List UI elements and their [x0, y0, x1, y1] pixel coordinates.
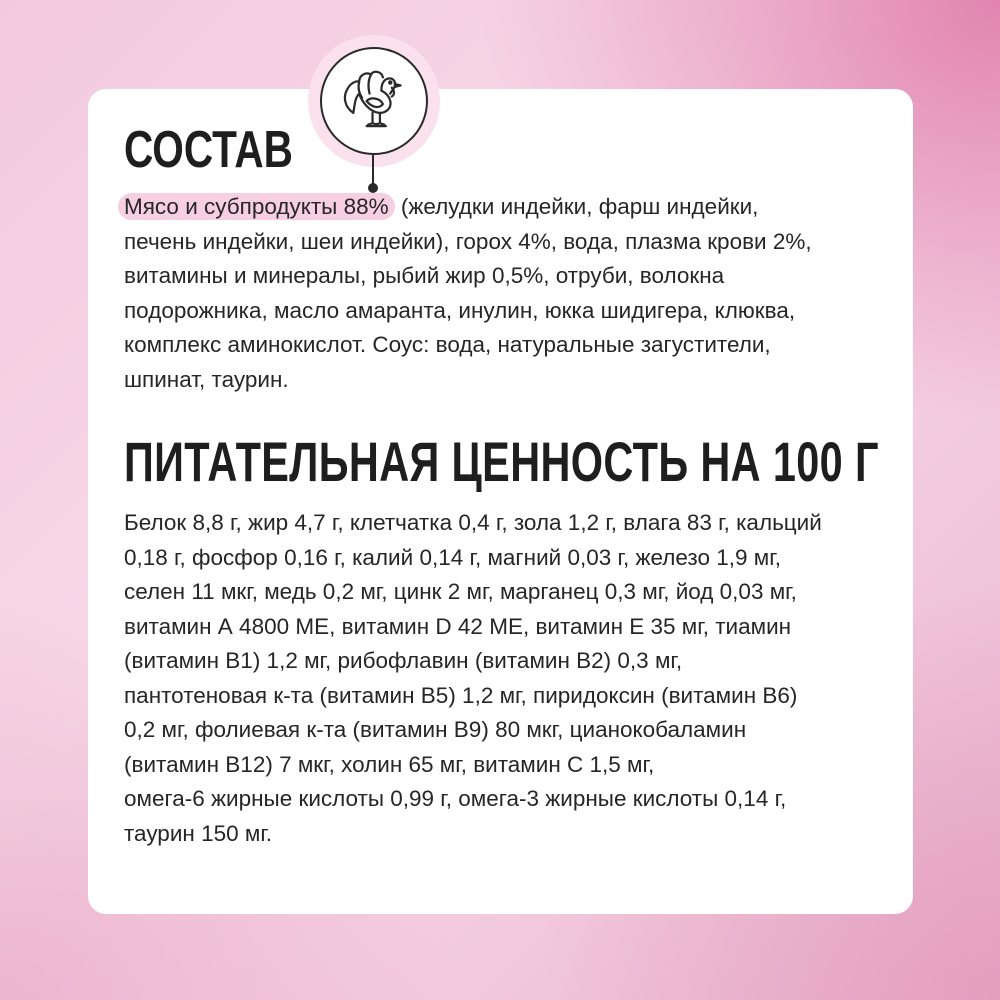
nutrition-heading: ПИТАТЕЛЬНАЯ ЦЕННОСТЬ НА 100 Г [124, 430, 879, 493]
nutrition-text: Белок 8,8 г, жир 4,7 г, клетчатка 0,4 г, зола 1,2 г, влага 83 г, кальций 0,18 г, фосфор 0,16 г, калий 0,14 г, магний 0,03 г, железо 1,9 мг, селен 11 мкг, медь 0,2 мг, цинк 2 мг, марганец 0,3 мг, йод 0,03 мг, витамин А 4800 МЕ, витамин D 42 МЕ, витамин Е 35 мг, тиамин (витамин В1) 1,2 мг, рибофлавин (витамин В2) 0,3 мг, пантотеновая к-та (витамин В5) 1,2 мг, пиридоксин (витамин В6) 0,2 мг, фолиевая к-та (витамин В9) 80 мкг, цианокобаламин (витамин В12) 7 мкг, холин 65 мг, витамин С 1,5 мг, омега-6 жирные кислоты 0,99 г, омега-3 жирные кислоты 0,14 г, таурин 150 мг. [124, 510, 822, 846]
turkey-badge [320, 47, 428, 155]
composition-details: (желудки индейки, фарш индейки, печень индейки, шеи индейки), горох 4%, вода, плазма крови 2%, витамины и минералы, рыбий жир 0,5%, отруби, волокна подорожника, масло амаранта, инулин, юкка шидигера, клюква, комплекс аминокислот. Соус: вода, натуральные загустители, шпинат, таурин. [124, 194, 812, 392]
meat-percentage-highlight: Мясо и субпродукты 88% [118, 193, 395, 220]
composition-heading: СОСТАВ [124, 121, 293, 179]
composition-text [124, 190, 894, 397]
connector-line [372, 155, 374, 185]
turkey-icon [337, 64, 411, 138]
